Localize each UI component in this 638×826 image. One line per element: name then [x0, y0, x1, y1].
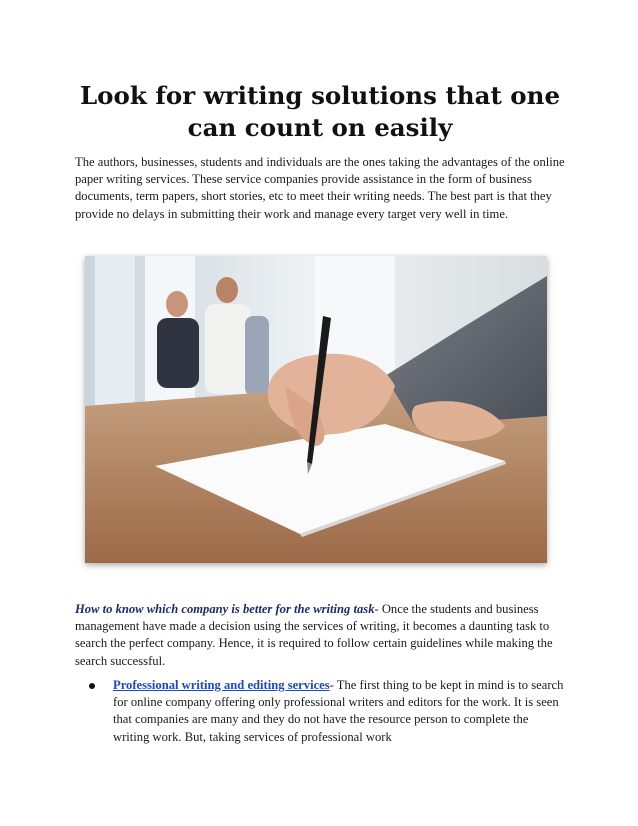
- bullet-list: [75, 677, 567, 746]
- intro-paragraph: The authors, businesses, students and individuals are the ones taking the advantages of the online paper writing services. These service companies provide assistance in the form of business documents, term papers, short stories, etc to meet their writing needs. The best part is that they provide no delays in submitting their work and manage every target very well in time.: [75, 155, 565, 221]
- list-item: [75, 677, 567, 746]
- page-title: Look for writing solutions that one can count on easily: [79, 81, 561, 142]
- professional-writing-link[interactable]: Professional writing and editing services: [113, 678, 330, 692]
- bullet-icon: [89, 683, 95, 689]
- section-text: - Once the students and business management have made a decision using the services of writing, it becomes a daunting task to search the perfect company. Hence, it is required to follow certain guidelines while making the search successful.: [75, 602, 553, 668]
- section-paragraph: [75, 601, 567, 670]
- photo-hand-writing: [85, 256, 547, 563]
- photo-illustration: [85, 256, 547, 563]
- bullet-text: - The first thing to be kept in mind is to search for online company offering only professional writers and editors for the work. It is seen that companies are many and they do not have the resource person to complete the writing work. But, taking services of professional work: [113, 678, 564, 744]
- section-lead: How to know which company is better for the writing task: [75, 602, 375, 616]
